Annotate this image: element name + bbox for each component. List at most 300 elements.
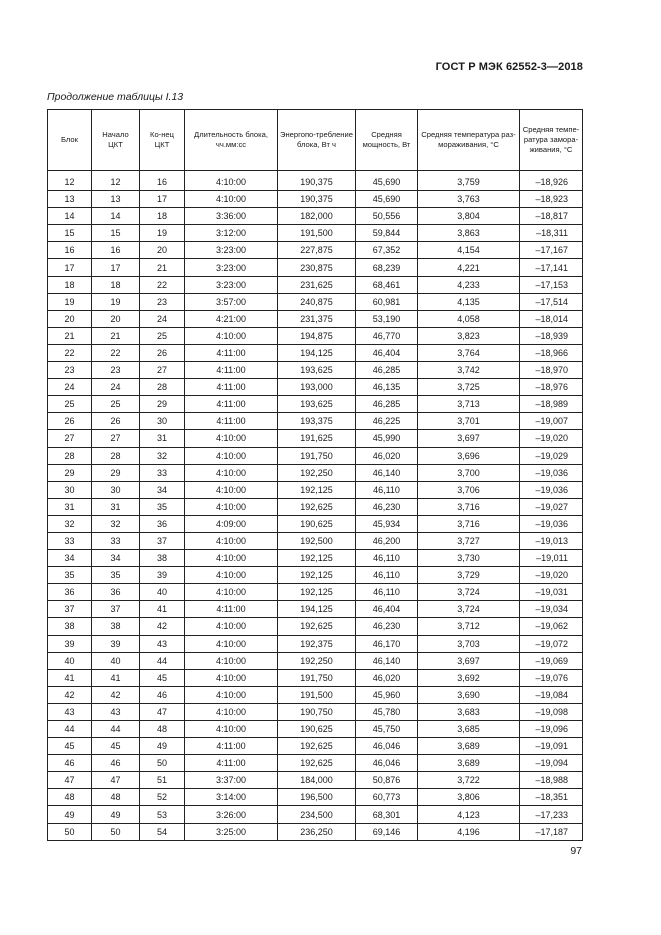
table-cell: 25 [92,396,140,413]
table-cell: –18,966 [520,344,583,361]
table-cell: 190,375 [278,191,356,208]
table-cell: 3,712 [418,618,520,635]
table-cell: 37 [140,532,185,549]
table-cell: 240,875 [278,293,356,310]
table-row [48,379,583,396]
table-cell: 36 [92,584,140,601]
table-cell: –19,062 [520,618,583,635]
table-cell: 26 [140,344,185,361]
table-cell: 38 [140,550,185,567]
table-cell: 47 [140,703,185,720]
table-cell: 45 [140,669,185,686]
table-row [48,430,583,447]
table-cell: 23 [140,293,185,310]
table-cell: 4:11:00 [185,755,278,772]
table-cell: 46,020 [356,447,418,464]
table-cell: 194,125 [278,601,356,618]
table-row [48,550,583,567]
table-cell: 27 [48,430,92,447]
table-cell: 51 [140,772,185,789]
table-cell: 3,703 [418,635,520,652]
table-row [48,567,583,584]
table-cell: 42 [92,686,140,703]
table-cell: 36 [48,584,92,601]
table-cell: 190,750 [278,703,356,720]
table-cell: 192,500 [278,532,356,549]
table-cell: 22 [140,276,185,293]
table-cell: 43 [92,703,140,720]
table-cell: 22 [92,344,140,361]
table-cell: 33 [92,532,140,549]
table-cell: –18,014 [520,310,583,327]
table-cell: 20 [140,242,185,259]
table-cell: 16 [92,242,140,259]
table-cell: 18 [140,208,185,225]
table-cell: 3,804 [418,208,520,225]
table-cell: 52 [140,789,185,806]
table-cell: 39 [140,567,185,584]
table-cell: 3:36:00 [185,208,278,225]
table-cell: 3:14:00 [185,789,278,806]
table-cell: –18,976 [520,379,583,396]
table-row [48,208,583,225]
table-cell: –19,094 [520,755,583,772]
table-cell: 31 [140,430,185,447]
table-cell: 28 [48,447,92,464]
table-cell: 46,140 [356,464,418,481]
table-cell: 37 [92,601,140,618]
table-cell: 3,727 [418,532,520,549]
table-cell: 32 [140,447,185,464]
table-cell: 3,685 [418,721,520,738]
table-cell: 4:10:00 [185,191,278,208]
table-cell: 35 [48,567,92,584]
table-cell: 191,750 [278,447,356,464]
table-cell: 39 [92,635,140,652]
table-cell: 46,230 [356,498,418,515]
table-cell: 36 [140,515,185,532]
table-cell: 24 [48,379,92,396]
table-cell: –19,098 [520,703,583,720]
table-cell: 4:11:00 [185,601,278,618]
table-cell: –19,036 [520,481,583,498]
table-cell: 46,135 [356,379,418,396]
table-cell: 30 [140,413,185,430]
table-cell: 38 [48,618,92,635]
table-row [48,171,583,191]
table-cell: 3,722 [418,772,520,789]
table-cell: 24 [140,310,185,327]
table-cell: 53 [140,806,185,823]
table-cell: 14 [92,208,140,225]
table-cell: 41 [92,669,140,686]
table-cell: 46,230 [356,618,418,635]
table-cell: 4:10:00 [185,618,278,635]
table-cell: 46,110 [356,550,418,567]
table-cell: 3:25:00 [185,823,278,840]
table-row [48,806,583,823]
table-cell: 4:10:00 [185,652,278,669]
table-cell: 192,250 [278,464,356,481]
table-cell: 46,225 [356,413,418,430]
table-cell: 47 [92,772,140,789]
table-cell: 231,375 [278,310,356,327]
table-cell: 3,764 [418,344,520,361]
table-cell: 3:12:00 [185,225,278,242]
table-cell: –17,514 [520,293,583,310]
table-cell: –17,167 [520,242,583,259]
table-cell: 41 [48,669,92,686]
table-cell: 3,716 [418,515,520,532]
table-cell: 21 [92,327,140,344]
table-cell: 21 [48,327,92,344]
table-cell: 192,250 [278,652,356,669]
table-cell: 17 [140,191,185,208]
column-header: Средняя мощность, Вт [356,110,418,171]
table-cell: –19,091 [520,738,583,755]
table-cell: 3,683 [418,703,520,720]
table-cell: 18 [48,276,92,293]
table-cell: 191,500 [278,686,356,703]
table-cell: 27 [92,430,140,447]
table-cell: 194,125 [278,344,356,361]
table-cell: –18,970 [520,362,583,379]
table-cell: –19,020 [520,567,583,584]
table-cell: 3,689 [418,738,520,755]
table-cell: 33 [140,464,185,481]
table-cell: 46,404 [356,601,418,618]
table-cell: –17,233 [520,806,583,823]
table-cell: 4,196 [418,823,520,840]
table-cell: –17,153 [520,276,583,293]
table-cell: –19,076 [520,669,583,686]
table-cell: 50,556 [356,208,418,225]
table-cell: –18,988 [520,772,583,789]
table-cell: 193,000 [278,379,356,396]
table-cell: 44 [92,721,140,738]
table-cell: 12 [48,171,92,191]
table-cell: 49 [48,806,92,823]
table-cell: 46 [140,686,185,703]
table-cell: 4:10:00 [185,567,278,584]
table-cell: 3,742 [418,362,520,379]
table-row [48,823,583,840]
table-cell: 45 [48,738,92,755]
table-cell: 4,123 [418,806,520,823]
table-cell: 45,960 [356,686,418,703]
table-cell: 4:11:00 [185,413,278,430]
table-cell: 3,689 [418,755,520,772]
table-cell: 193,625 [278,396,356,413]
table-row [48,669,583,686]
table-cell: 192,125 [278,481,356,498]
table-cell: –17,187 [520,823,583,840]
table-cell: –18,923 [520,191,583,208]
table-cell: 192,375 [278,635,356,652]
table-cell: 4:10:00 [185,481,278,498]
table-cell: 37 [48,601,92,618]
table-row [48,327,583,344]
table-cell: 59,844 [356,225,418,242]
table-cell: 191,500 [278,225,356,242]
table-cell: 50 [92,823,140,840]
table-cell: 4:11:00 [185,396,278,413]
table-cell: 3,729 [418,567,520,584]
table-row [48,276,583,293]
table-cell: 45,780 [356,703,418,720]
table-cell: 3,725 [418,379,520,396]
table-cell: 19 [48,293,92,310]
table-cell: 67,352 [356,242,418,259]
table-cell: 3,696 [418,447,520,464]
table-cell: 46,285 [356,396,418,413]
table-row [48,396,583,413]
table-row [48,755,583,772]
table-cell: 4:10:00 [185,686,278,703]
table-cell: 49 [92,806,140,823]
table-cell: 49 [140,738,185,755]
table-row [48,413,583,430]
table-cell: 68,461 [356,276,418,293]
table-cell: –19,069 [520,652,583,669]
table-cell: 53,190 [356,310,418,327]
table-cell: 192,625 [278,738,356,755]
table-cell: 46,770 [356,327,418,344]
table-cell: 19 [92,293,140,310]
table-cell: 190,625 [278,515,356,532]
table-cell: 15 [48,225,92,242]
document-title: ГОСТ Р МЭК 62552-3—2018 [435,61,583,73]
table-cell: 30 [92,481,140,498]
table-cell: 192,125 [278,567,356,584]
table-cell: 4:21:00 [185,310,278,327]
table-row [48,721,583,738]
table-cell: 46,046 [356,738,418,755]
table-cell: 40 [140,584,185,601]
table-cell: 3,701 [418,413,520,430]
table-cell: 46,170 [356,635,418,652]
table-cell: 24 [92,379,140,396]
table-cell: 46 [48,755,92,772]
table-header-row [48,110,583,171]
table-cell: 23 [48,362,92,379]
table-cell: 4:11:00 [185,362,278,379]
table-cell: 4:10:00 [185,721,278,738]
table-cell: 3,730 [418,550,520,567]
table-cell: 60,773 [356,789,418,806]
page-number: 97 [570,845,582,857]
table-cell: 3,763 [418,191,520,208]
table-cell: 46,110 [356,481,418,498]
table-cell: 3,724 [418,601,520,618]
column-header: Средняя темпе-ратура замора-живания, °С [520,110,583,171]
table-cell: 48 [140,721,185,738]
table-cell: 68,239 [356,259,418,276]
table-cell: 3,806 [418,789,520,806]
table-cell: 4,154 [418,242,520,259]
table-cell: 3:23:00 [185,259,278,276]
table-cell: 50,876 [356,772,418,789]
table-cell: 48 [48,789,92,806]
table-cell: 29 [140,396,185,413]
table-cell: 46,404 [356,344,418,361]
table-row [48,772,583,789]
table-cell: 4:10:00 [185,430,278,447]
table-cell: 45,750 [356,721,418,738]
table-cell: 196,500 [278,789,356,806]
table-cell: 194,875 [278,327,356,344]
table-cell: 13 [92,191,140,208]
column-header: Блок [48,110,92,171]
table-cell: 69,146 [356,823,418,840]
table-cell: 182,000 [278,208,356,225]
table-row [48,652,583,669]
table-cell: 20 [48,310,92,327]
table-row [48,362,583,379]
table-cell: 50 [140,755,185,772]
table-cell: 4:11:00 [185,344,278,361]
table-row [48,635,583,652]
table-cell: 3:37:00 [185,772,278,789]
table-cell: 231,625 [278,276,356,293]
table-cell: 45 [92,738,140,755]
table-row [48,242,583,259]
table-cell: 43 [48,703,92,720]
table-cell: 50 [48,823,92,840]
table-cell: 28 [140,379,185,396]
table-cell: 16 [140,171,185,191]
table-cell: 192,625 [278,498,356,515]
table-cell: 39 [48,635,92,652]
table-row [48,686,583,703]
table-cell: 4:11:00 [185,379,278,396]
table-cell: 227,875 [278,242,356,259]
table-cell: 31 [48,498,92,515]
table-cell: 3,823 [418,327,520,344]
table-cell: 3,759 [418,171,520,191]
table-cell: 17 [48,259,92,276]
table-row [48,344,583,361]
table-cell: 4:10:00 [185,584,278,601]
table-cell: 32 [92,515,140,532]
table-row [48,703,583,720]
table-cell: 19 [140,225,185,242]
table-cell: 3,697 [418,652,520,669]
table-cell: 234,500 [278,806,356,823]
table-cell: 4,221 [418,259,520,276]
table-cell: –19,031 [520,584,583,601]
table-cell: 4,058 [418,310,520,327]
table-cell: 4:10:00 [185,532,278,549]
table-row [48,310,583,327]
table-row [48,515,583,532]
table-cell: 31 [92,498,140,515]
table-cell: 3:23:00 [185,276,278,293]
table-cell: 46,046 [356,755,418,772]
table-cell: 46,110 [356,584,418,601]
table-cell: 32 [48,515,92,532]
table-cell: 191,625 [278,430,356,447]
table-cell: 192,125 [278,550,356,567]
table-cell: 44 [48,721,92,738]
table-cell: 3,690 [418,686,520,703]
table-row [48,738,583,755]
table-cell: 3,863 [418,225,520,242]
table-cell: 34 [92,550,140,567]
table-cell: 4:10:00 [185,703,278,720]
table-cell: 46,020 [356,669,418,686]
table-cell: –19,084 [520,686,583,703]
table-cell: 193,375 [278,413,356,430]
table-row [48,618,583,635]
table-cell: 3,697 [418,430,520,447]
table-cell: 26 [48,413,92,430]
table-cell: 21 [140,259,185,276]
table-row [48,191,583,208]
table-cell: 193,625 [278,362,356,379]
column-header: Ко-нец ЦКТ [140,110,185,171]
table-cell: 45,690 [356,171,418,191]
column-header: Длительность блока, чч.мм:сс [185,110,278,171]
column-header: Средняя температура раз-мораживания, °С [418,110,520,171]
table-cell: –18,311 [520,225,583,242]
table-cell: –18,926 [520,171,583,191]
table-cell: 42 [140,618,185,635]
table-cell: 45,990 [356,430,418,447]
table-cell: 4:10:00 [185,447,278,464]
table-cell: 3,713 [418,396,520,413]
table-row [48,259,583,276]
table-cell: 48 [92,789,140,806]
table-cell: 3,706 [418,481,520,498]
table-cell: 3:23:00 [185,242,278,259]
table-cell: 15 [92,225,140,242]
table-cell: 17 [92,259,140,276]
table-cell: 68,301 [356,806,418,823]
table-cell: 14 [48,208,92,225]
table-cell: –18,351 [520,789,583,806]
table-cell: 23 [92,362,140,379]
table-cell: 16 [48,242,92,259]
table-cell: 26 [92,413,140,430]
table-cell: 4:10:00 [185,171,278,191]
table-row [48,481,583,498]
table-cell: –19,007 [520,413,583,430]
table-cell: –19,036 [520,515,583,532]
table-cell: 35 [140,498,185,515]
table-cell: 45,934 [356,515,418,532]
table-cell: 3:57:00 [185,293,278,310]
table-cell: 35 [92,567,140,584]
table-cell: –18,817 [520,208,583,225]
table-cell: 236,250 [278,823,356,840]
table-cell: 30 [48,481,92,498]
table-cell: 192,625 [278,755,356,772]
table-cell: 230,875 [278,259,356,276]
table-cell: 22 [48,344,92,361]
table-cell: 33 [48,532,92,549]
table-cell: 34 [140,481,185,498]
table-cell: 4,233 [418,276,520,293]
table-cell: –19,072 [520,635,583,652]
table-cell: 4:10:00 [185,327,278,344]
table-cell: 38 [92,618,140,635]
table-row [48,532,583,549]
table-cell: 12 [92,171,140,191]
table-cell: 42 [48,686,92,703]
table-cell: 43 [140,635,185,652]
table-cell: 192,625 [278,618,356,635]
